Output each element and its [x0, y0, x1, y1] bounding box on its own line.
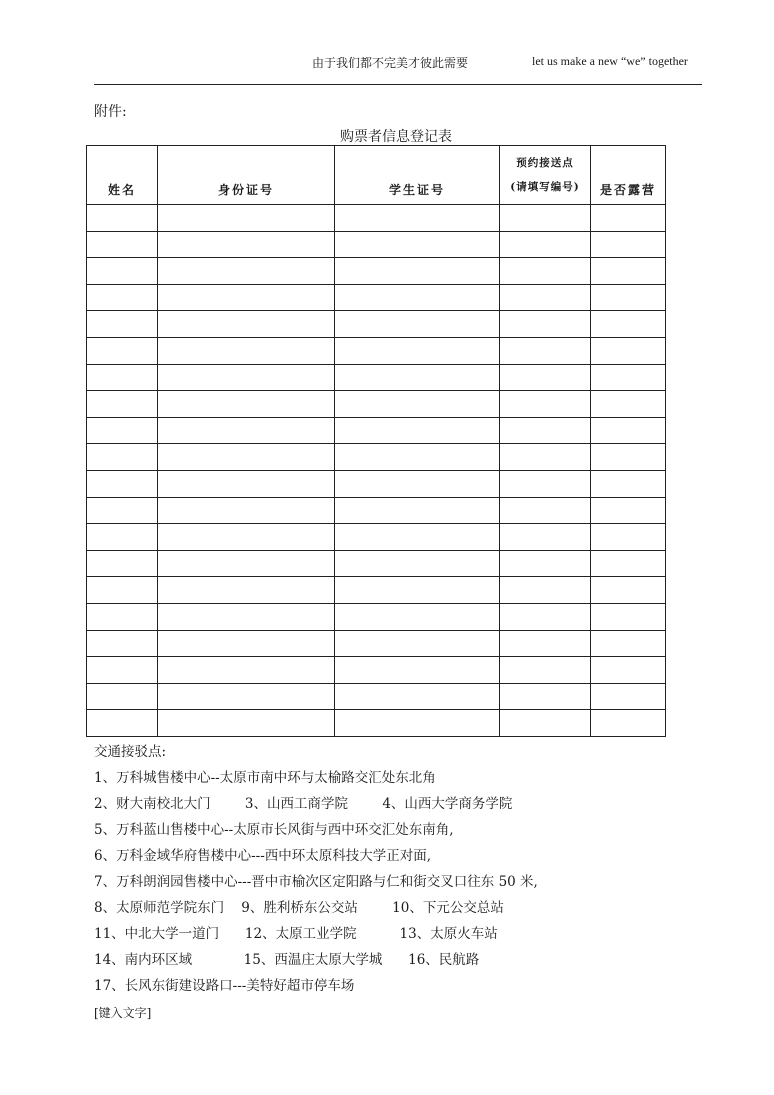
student-id-cell[interactable] — [335, 444, 500, 471]
form-title-text: 购票者信息登记表 — [340, 129, 452, 145]
id-number-cell[interactable] — [158, 205, 335, 232]
student-id-cell[interactable] — [335, 657, 500, 684]
name-cell[interactable] — [87, 205, 158, 232]
pickup-point-cell[interactable] — [500, 603, 591, 630]
name-cell[interactable] — [87, 683, 158, 710]
camping-cell[interactable] — [591, 444, 666, 471]
attachment-label: 附件: — [94, 104, 127, 120]
column-header-student-id: 学生证号 — [335, 146, 500, 205]
camping-cell[interactable] — [591, 497, 666, 524]
table-row — [87, 630, 666, 657]
table-row — [87, 524, 666, 551]
student-id-cell[interactable] — [335, 710, 500, 737]
name-cell[interactable] — [87, 337, 158, 364]
table-row — [87, 417, 666, 444]
registration-table — [86, 145, 666, 737]
student-id-cell[interactable] — [335, 630, 500, 657]
student-id-cell[interactable] — [335, 311, 500, 338]
student-id-cell[interactable] — [335, 205, 500, 232]
pickup-point-cell[interactable] — [500, 258, 591, 285]
student-id-cell[interactable] — [335, 258, 500, 285]
camping-cell[interactable] — [591, 683, 666, 710]
header-slogan-english: let us make a new “we” together — [532, 54, 688, 68]
pickup-point-cell[interactable] — [500, 683, 591, 710]
pickup-point-cell[interactable] — [500, 391, 591, 418]
camping-cell[interactable] — [591, 258, 666, 285]
name-cell[interactable] — [87, 630, 158, 657]
id-number-cell[interactable] — [158, 577, 335, 604]
footer-placeholder: [键入文字] — [94, 1006, 152, 1020]
id-number-cell[interactable] — [158, 231, 335, 258]
id-number-cell[interactable] — [158, 284, 335, 311]
camping-cell[interactable] — [591, 231, 666, 258]
student-id-cell[interactable] — [335, 284, 500, 311]
camping-cell[interactable] — [591, 337, 666, 364]
id-number-cell[interactable] — [158, 550, 335, 577]
name-cell[interactable] — [87, 657, 158, 684]
pickup-point-cell[interactable] — [500, 205, 591, 232]
student-id-cell[interactable] — [335, 550, 500, 577]
id-number-cell[interactable] — [158, 657, 335, 684]
name-cell[interactable] — [87, 524, 158, 551]
camping-cell[interactable] — [591, 311, 666, 338]
camping-cell[interactable] — [591, 417, 666, 444]
id-number-cell[interactable] — [158, 364, 335, 391]
table-row — [87, 603, 666, 630]
column-header-name: 姓名 — [87, 146, 158, 205]
pickup-point-cell[interactable] — [500, 311, 591, 338]
table-header-row — [87, 146, 666, 205]
camping-cell[interactable] — [591, 550, 666, 577]
table-row — [87, 657, 666, 684]
pickup-point-cell[interactable] — [500, 444, 591, 471]
name-cell[interactable] — [87, 444, 158, 471]
pickup-point-cell[interactable] — [500, 710, 591, 737]
table-row — [87, 284, 666, 311]
id-number-cell[interactable] — [158, 683, 335, 710]
id-number-cell[interactable] — [158, 470, 335, 497]
transport-line: 11、中北大学一道门 12、太原工业学院 13、太原火车站 — [94, 926, 498, 942]
table-row — [87, 444, 666, 471]
student-id-cell[interactable] — [335, 470, 500, 497]
pickup-header-line1: 预约接送点 — [516, 157, 574, 169]
id-number-cell[interactable] — [158, 258, 335, 285]
student-id-cell[interactable] — [335, 577, 500, 604]
pickup-point-cell[interactable] — [500, 577, 591, 604]
table-body — [87, 205, 666, 737]
camping-cell[interactable] — [591, 391, 666, 418]
name-cell[interactable] — [87, 311, 158, 338]
pickup-point-cell[interactable] — [500, 630, 591, 657]
pickup-point-cell[interactable] — [500, 497, 591, 524]
camping-cell[interactable] — [591, 710, 666, 737]
camping-cell[interactable] — [591, 524, 666, 551]
name-cell[interactable] — [87, 603, 158, 630]
transport-line: 7、万科朗润园售楼中心---晋中市榆次区定阳路与仁和街交叉口往东 50 米, — [94, 874, 538, 890]
table-row — [87, 683, 666, 710]
camping-cell[interactable] — [591, 577, 666, 604]
column-header-id-number: 身份证号 — [158, 146, 335, 205]
id-number-cell[interactable] — [158, 391, 335, 418]
name-cell[interactable] — [87, 231, 158, 258]
camping-cell[interactable] — [591, 205, 666, 232]
table-row — [87, 231, 666, 258]
pickup-point-cell[interactable] — [500, 364, 591, 391]
pickup-point-cell[interactable] — [500, 231, 591, 258]
id-number-cell[interactable] — [158, 497, 335, 524]
transport-section — [94, 740, 538, 1000]
name-cell[interactable] — [87, 364, 158, 391]
id-number-cell[interactable] — [158, 417, 335, 444]
student-id-cell[interactable] — [335, 231, 500, 258]
pickup-point-cell[interactable] — [500, 337, 591, 364]
transport-line: 6、万科金域华府售楼中心---西中环太原科技大学正对面, — [94, 848, 432, 864]
camping-cell[interactable] — [591, 657, 666, 684]
transport-line: 17、长风东街建设路口---美特好超市停车场 — [94, 978, 355, 994]
table-row — [87, 258, 666, 285]
student-id-cell[interactable] — [335, 524, 500, 551]
table-row — [87, 550, 666, 577]
column-header-pickup-point — [500, 146, 591, 205]
page-header — [0, 54, 774, 74]
student-id-cell[interactable] — [335, 417, 500, 444]
pickup-point-cell[interactable] — [500, 657, 591, 684]
table-row — [87, 470, 666, 497]
name-cell[interactable] — [87, 470, 158, 497]
table-row — [87, 337, 666, 364]
student-id-cell[interactable] — [335, 497, 500, 524]
pickup-point-cell[interactable] — [500, 417, 591, 444]
id-number-cell[interactable] — [158, 311, 335, 338]
column-header-camping: 是否露营 — [591, 146, 666, 205]
transport-title: 交通接驳点: — [94, 744, 167, 760]
camping-cell[interactable] — [591, 470, 666, 497]
table-row — [87, 497, 666, 524]
transport-line: 5、万科蓝山售楼中心--太原市长风街与西中环交汇处东南角, — [94, 822, 454, 838]
camping-cell[interactable] — [591, 630, 666, 657]
name-cell[interactable] — [87, 710, 158, 737]
name-cell[interactable] — [87, 417, 158, 444]
transport-line: 14、南内环区域 15、西温庄太原大学城 16、民航路 — [94, 952, 480, 968]
id-number-cell[interactable] — [158, 444, 335, 471]
pickup-header-line2: (请填写编号) — [510, 181, 580, 193]
table-row — [87, 205, 666, 232]
transport-line: 1、万科城售楼中心--太原市南中环与太榆路交汇处东北角 — [94, 770, 436, 786]
transport-list — [94, 766, 538, 1000]
name-cell[interactable] — [87, 550, 158, 577]
id-number-cell[interactable] — [158, 337, 335, 364]
camping-cell[interactable] — [591, 284, 666, 311]
pickup-point-cell[interactable] — [500, 524, 591, 551]
table-row — [87, 391, 666, 418]
pickup-point-cell[interactable] — [500, 470, 591, 497]
student-id-cell[interactable] — [335, 603, 500, 630]
name-cell[interactable] — [87, 577, 158, 604]
camping-cell[interactable] — [591, 603, 666, 630]
pickup-point-cell[interactable] — [500, 550, 591, 577]
student-id-cell[interactable] — [335, 391, 500, 418]
student-id-cell[interactable] — [335, 337, 500, 364]
header-divider — [94, 84, 702, 85]
table-row — [87, 577, 666, 604]
name-cell[interactable] — [87, 258, 158, 285]
transport-line: 8、太原师范学院东门 9、胜利桥东公交站 10、下元公交总站 — [94, 900, 504, 916]
camping-cell[interactable] — [591, 364, 666, 391]
id-number-cell[interactable] — [158, 603, 335, 630]
id-number-cell[interactable] — [158, 710, 335, 737]
table-row — [87, 364, 666, 391]
transport-line: 2、财大南校北大门 3、山西工商学院 4、山西大学商务学院 — [94, 796, 513, 812]
name-cell[interactable] — [87, 391, 158, 418]
name-cell[interactable] — [87, 497, 158, 524]
student-id-cell[interactable] — [335, 683, 500, 710]
id-number-cell[interactable] — [158, 524, 335, 551]
table-row — [87, 311, 666, 338]
table-row — [87, 710, 666, 737]
pickup-point-cell[interactable] — [500, 284, 591, 311]
student-id-cell[interactable] — [335, 364, 500, 391]
header-slogan-chinese: 由于我们都不完美才彼此需要 — [312, 56, 469, 70]
name-cell[interactable] — [87, 284, 158, 311]
id-number-cell[interactable] — [158, 630, 335, 657]
form-title — [0, 126, 774, 146]
